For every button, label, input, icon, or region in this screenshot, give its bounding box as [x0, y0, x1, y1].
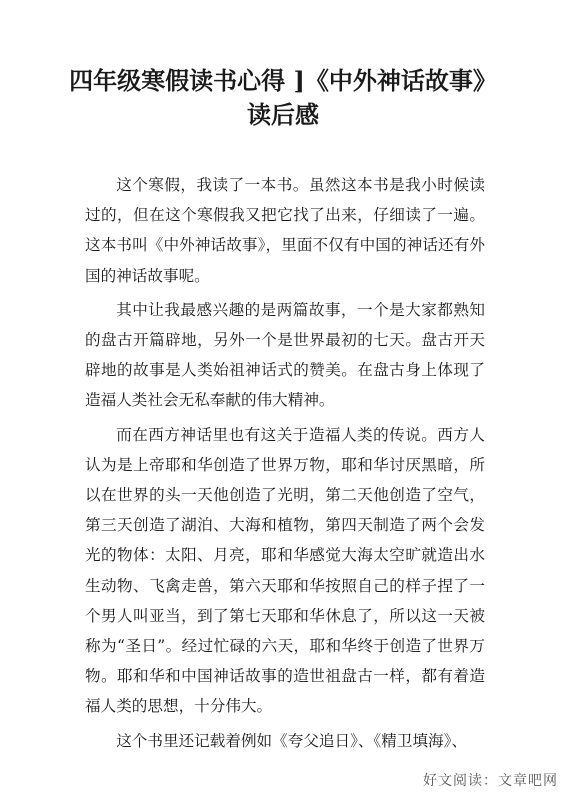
paragraph-2: 其中让我最感兴趣的是两篇故事，一个是大家都熟知的盘古开篇辟地，另外一个是世界最初的七天。盘古开天辟地的故事是人类始祖神话式的赞美。在盘古身上体现了造福人类社会无私奉献的伟大精神。: [85, 300, 485, 410]
paragraph-4: 这个书里还记载着例如《夸父追日》、《精卫填海》、: [116, 731, 468, 750]
document-body: [85, 170, 485, 760]
site-watermark: 好文阅读：文章吧网: [423, 773, 558, 789]
document-title-line-1: 四年级寒假读书心得 ]《中外神话故事》: [69, 66, 497, 95]
paragraph-1: 这个寒假，我读了一本书。虽然这本书是我小时候读过的，但在这个寒假我又把它找了出来，仔细读了一遍。这本书叫《中外神话故事》，里面不仅有中国的神话还有外国的神话故事呢。: [85, 176, 485, 285]
document-title-line-2: 读后感: [247, 100, 319, 129]
paragraph-3: 而在西方神话里也有这关于造福人类的传说。西方人认为是上帝耶和华创造了世界万物，耶和华讨厌黑暗，所以在世界的头一天他创造了光明，第二天他创造了空气，第三天创造了湖泊、大海和植物，第四天制造了两个会发光的物体：太阳、月亮，耶和华感觉大海太空旷就造出水生动物、飞禽走兽，第六天耶和华按照自己的样子捏了一个男人叫亚当，到了第七天耶和华休息了，所以这一天被称为“圣日”。经过忙碌的六天，耶和华终于创造了世界万物。耶和华和中国神话故事的造世祖盘古一样，都有着造福人类的思想，十分伟大。: [85, 425, 485, 716]
